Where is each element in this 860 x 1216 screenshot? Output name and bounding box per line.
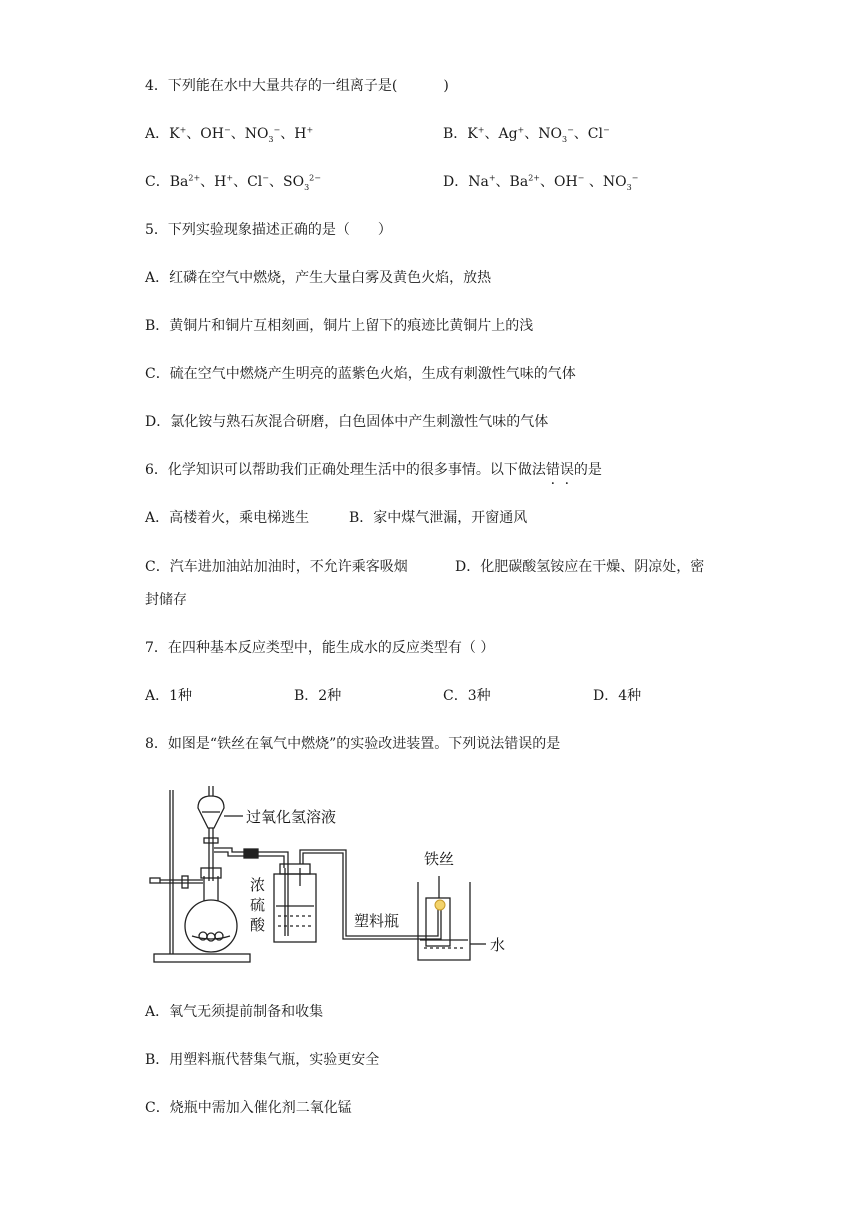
q6-stem: [145, 460, 602, 480]
funnel-stopcock: [204, 838, 218, 843]
flask-liquid: [192, 936, 230, 939]
wash-bottle: [274, 874, 316, 942]
label-plastic-bottle: 塑料瓶: [354, 912, 400, 930]
sep: 、: [268, 174, 283, 190]
experiment-apparatus-figure: [148, 786, 514, 970]
round-bottom-flask: [185, 900, 237, 952]
sep: 、: [230, 126, 245, 142]
q4-stem-close: ): [443, 78, 449, 94]
sep: 、: [280, 126, 295, 142]
label-conc-sulfuric-acid-2: 硫: [250, 896, 266, 914]
q6-option-d-continued: 封储存: [145, 592, 187, 608]
q4-d-label: D．: [443, 174, 469, 190]
label-iron-wire: 铁丝: [424, 850, 455, 868]
rubber-connector: [244, 849, 258, 858]
catalyst-particle: [207, 933, 215, 941]
q7-option-d: D．4种: [593, 688, 642, 704]
q5-stem: 5．下列实验现象描述正确的是（ ）: [145, 222, 392, 238]
q4-option-b: B．K+、Ag+、$NO_3^-$、Cl−: [443, 125, 610, 144]
sep: 、: [186, 126, 201, 142]
q8-stem: 8．如图是“铁丝在氧气中燃烧”的实验改进装置。下列说法错误的是: [145, 736, 561, 752]
q4-a-label: A．: [145, 126, 170, 142]
label-conc-sulfuric-acid-3: 酸: [250, 916, 266, 934]
q4-stem-text: 4．下列能在水中大量共存的一组离子是(: [145, 78, 398, 94]
sep: 、: [495, 174, 510, 190]
q7-option-c: C．3种: [443, 688, 491, 704]
sep: 、: [200, 174, 215, 190]
q6-option-b: B．家中煤气泄漏，开窗通风: [349, 510, 528, 526]
sep: 、: [573, 126, 588, 142]
q6-stem-post: 的是: [573, 462, 602, 478]
q5-option-c: C．硫在空气中燃烧产生明亮的蓝紫色火焰，生成有刺激性气味的气体: [145, 366, 576, 382]
label-conc-sulfuric-acid-1: 浓: [250, 876, 266, 894]
q7-option-a: A．1种: [145, 688, 193, 704]
q7-stem: 7．在四种基本反应类型中，能生成水的反应类型有（ ）: [145, 640, 495, 656]
sep: 、: [233, 174, 248, 190]
q5-option-a: A．红磷在空气中燃烧，产生大量白雾及黄色火焰，放热: [145, 270, 492, 286]
q4-option-a: A．K+、OH−、$NO_3^-$、H+: [145, 125, 314, 144]
q7-option-b: B．2种: [294, 688, 342, 704]
q6-stem-pre: 6．化学知识可以帮助我们正确处理生活中的很多事情。以下做法: [145, 462, 546, 478]
q5-option-b: B．黄铜片和铜片互相刻画，铜片上留下的痕迹比黄铜片上的浅: [145, 318, 534, 334]
q4-stem: [145, 76, 449, 96]
clamp-joint: [182, 876, 188, 888]
burning-iron-wire: [435, 900, 445, 910]
q4-c-label: C．: [145, 174, 170, 190]
q4-b-label: B．: [443, 126, 468, 142]
q8-option-c: C．烧瓶中需加入催化剂二氧化锰: [145, 1100, 352, 1116]
q6-option-d: D．化肥碳酸氢铵应在干燥、阴凉处，密: [455, 559, 705, 575]
sep: 、: [524, 126, 539, 142]
q6-option-a: A．高楼着火，乘电梯逃生: [145, 510, 310, 526]
q6-emphasis-char: 误: [559, 462, 574, 478]
label-hydrogen-peroxide: 过氧化氢溶液: [246, 808, 337, 826]
label-water: 水: [490, 936, 506, 954]
q4-option-d: D．Na+、$Ba^{2+}$、OH− 、$NO_3^-$: [443, 173, 639, 192]
q5-option-d: D．氯化铵与熟石灰混合研磨，白色固体中产生刺激性气味的气体: [145, 414, 549, 430]
clamp-screw: [150, 878, 160, 883]
stand-base: [154, 954, 250, 962]
sep: 、: [484, 126, 499, 142]
q8-option-b: B．用塑料瓶代替集气瓶，实验更安全: [145, 1052, 380, 1068]
q4-option-c: C．$Ba^{2+}$、H+、Cl−、$SO_3^{2-}$: [145, 173, 321, 192]
sep: 、: [539, 174, 554, 190]
q6-emphasis-char: 错: [545, 462, 560, 478]
q6-option-c: C．汽车进加油站加油时，不允许乘客吸烟: [145, 559, 408, 575]
sep: 、: [588, 174, 603, 190]
q8-option-a: A．氧气无须提前制备和收集: [145, 1004, 324, 1020]
